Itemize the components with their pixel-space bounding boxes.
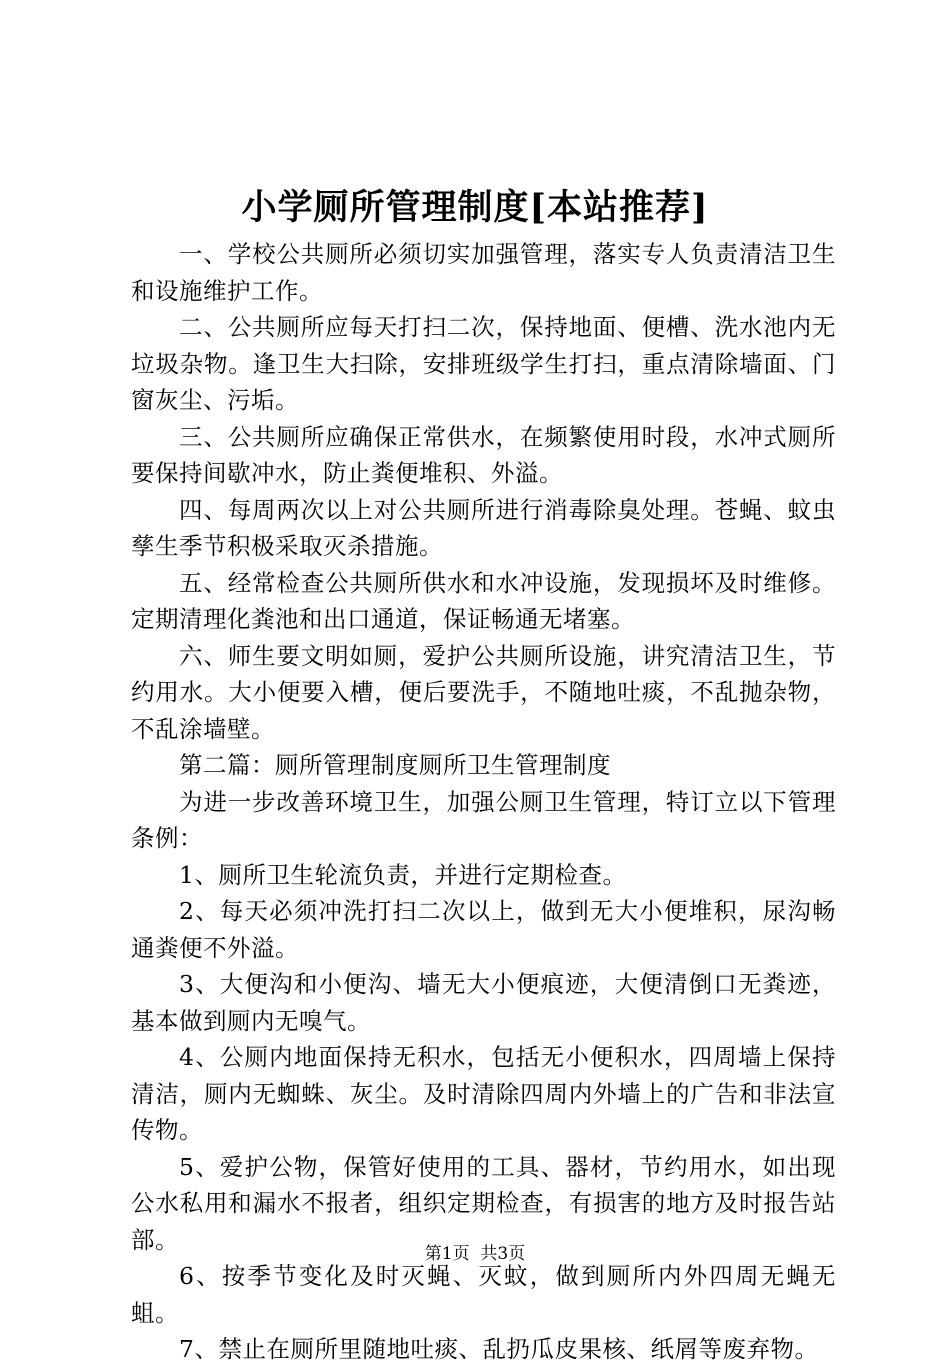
rule-7: 7、禁止在厕所里随地吐痰、乱扔瓜皮果核、纸屑等废弃物。 [179, 1335, 819, 1363]
rule-2: 2、每天必须冲洗打扫二次以上，做到无大小便堆积，尿沟畅通粪便不外溢。 [131, 897, 836, 962]
paragraph-3: 三、公共厕所应确保正常供水，在频繁使用时段，水冲式厕所要保持间歇冲水，防止粪便堆积、外溢。 [131, 422, 836, 487]
page-number-footer: 第1页 共3页 [424, 1244, 526, 1264]
section-heading: 第二篇：厕所管理制度厕所卫生管理制度 [179, 751, 611, 779]
rule-4: 4、公厕内地面保持无积水，包括无小便积水，四周墙上保持清洁，厕内无蜘蛛、灰尘。及时清除四周内外墙上的广告和非法宣传物。 [131, 1043, 836, 1144]
rule-1: 1、厕所卫生轮流负责，并进行定期检查。 [179, 860, 627, 889]
rule-6: 6、按季节变化及时灭蝇、灭蚊，做到厕所内外四周无蝇无蛆。 [131, 1262, 836, 1327]
paragraph-4: 四、每周两次以上对公共厕所进行消毒除臭处理。苍蝇、蚊虫孳生季节积极采取灭杀措施。 [131, 495, 836, 560]
paragraph-1: 一、学校公共厕所必须切实加强管理，落实专人负责清洁卫生和设施维护工作。 [131, 240, 836, 305]
paragraph-6: 六、师生要文明如厕，爱护公共厕所设施，讲究清洁卫生，节约用水。大小便要入槽，便后要洗手，不随地吐痰，不乱抛杂物，不乱涂墙壁。 [131, 641, 836, 743]
paragraph-5: 五、经常检查公共厕所供水和水冲设施，发现损坏及时维修。定期清理化粪池和出口通道，保证畅通无堵塞。 [131, 568, 836, 633]
paragraph-2: 二、公共厕所应每天打扫二次，保持地面、便槽、洗水池内无垃圾杂物。逢卫生大扫除，安排班级学生打扫，重点清除墙面、门窗灰尘、污垢。 [131, 313, 836, 414]
document-title: 小学厕所管理制度[本站推荐] [241, 187, 709, 228]
paragraph-intro: 为进一步改善环境卫生，加强公厕卫生管理，特订立以下管理条例： [131, 787, 836, 852]
document-body [131, 236, 836, 1368]
rule-3: 3、大便沟和小便沟、墙无大小便痕迹，大便清倒口无粪迹，基本做到厕内无嗅气。 [131, 970, 836, 1035]
rule-5: 5、爱护公物，保管好使用的工具、器材，节约用水，如出现公水私用和漏水不报者，组织定期检查，有损害的地方及时报告站部。 [131, 1152, 836, 1254]
